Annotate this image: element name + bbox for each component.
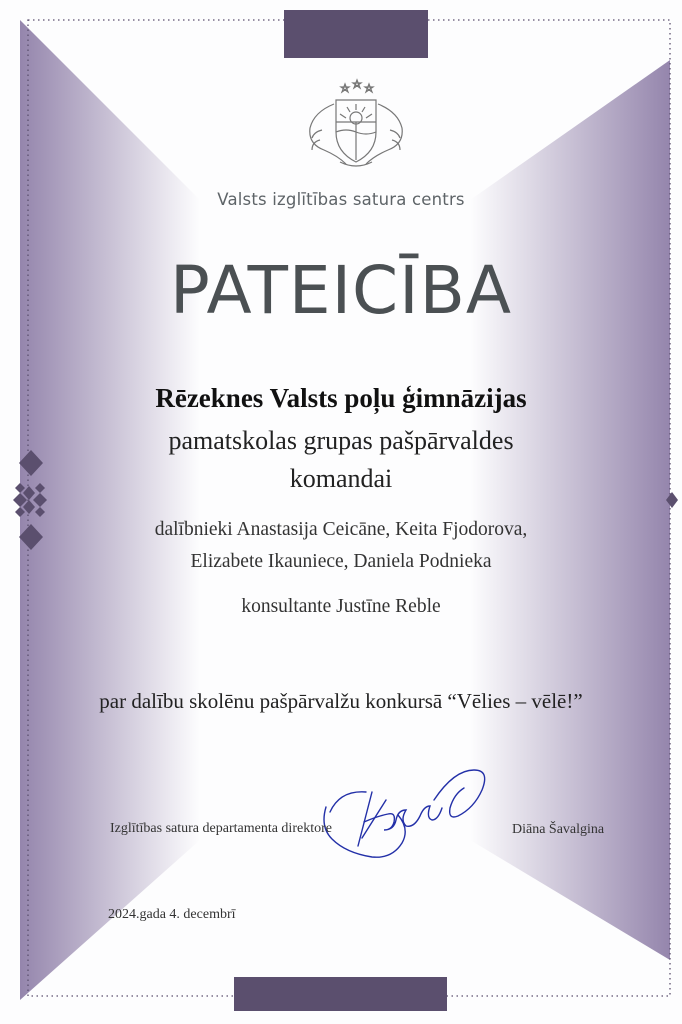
organization-name: Valsts izglītības satura centrs [217, 190, 465, 209]
top-bar [284, 10, 428, 58]
signatory-name: Diāna Šavalgina [512, 822, 605, 837]
issue-date: 2024.gada 4. decembrī [108, 907, 236, 922]
bottom-bar [234, 977, 447, 1011]
signature-image [324, 770, 485, 857]
participants-line-1: dalībnieki Anastasija Ceicāne, Keita Fjodorova, [154, 519, 528, 540]
left-purple-wash [20, 20, 200, 1000]
recipient-school: Rēzeknes Valsts poļu ģimnāzijas [155, 383, 527, 413]
signatory-position: Izglītības satura departamenta direktore [110, 821, 332, 836]
recipient-team: komandai [289, 464, 393, 493]
coat-of-arms-icon [310, 80, 402, 166]
recipient-group: pamatskolas grupas pašpārvaldes [168, 426, 514, 455]
consultant-line: konsultante Justīne Reble [241, 596, 441, 617]
certificate-title: PATEICĪBA [169, 252, 513, 329]
award-reason: par dalību skolēnu pašpārvalžu konkursā “Vēlies – vēlē!” [99, 689, 583, 713]
participants-line-2: Elizabete Ikauniece, Daniela Podnieka [190, 551, 492, 572]
